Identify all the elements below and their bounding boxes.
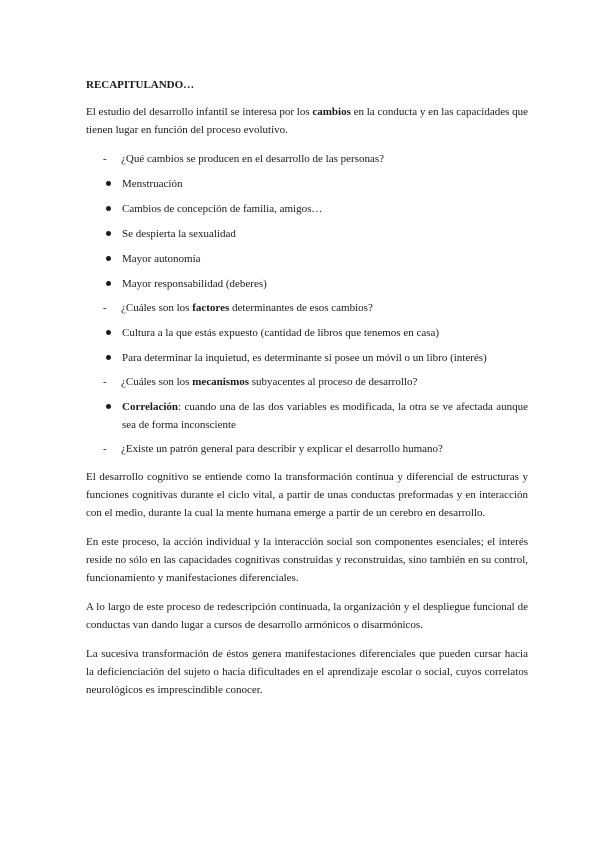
list-item: Mayor responsabilidad (deberes): [86, 275, 528, 293]
intro-paragraph: [86, 103, 528, 139]
dash-marker: -: [103, 153, 107, 165]
paragraph: La sucesiva transformación de éstos genera manifestaciones diferenciales que pueden cursar hacia la deficienciación del sujeto o hacia dificultades en el aprendizaje escolar o social, cuyos correlatos neurológicos es imprescindible conocer.: [86, 648, 528, 696]
paragraph: El desarrollo cognitivo se entiende como la transformación continua y diferencial de estructuras y funciones cognitivas durante el ciclo vital, a partir de unas conductas preformadas y en interacción con el medio, durante la cual la mente humana emerge a partir de un cerebro en desarrollo.: [86, 471, 528, 519]
question-2-list: [86, 324, 528, 367]
list-item: Se despierta la sexualidad: [86, 225, 528, 243]
dash-marker: -: [103, 376, 107, 388]
intro-bold-term: cambios: [312, 106, 351, 118]
list-item: Correlación: cuando una de las dos variables es modificada, la otra se ve afectada aunque sea de forma inconsciente: [86, 398, 528, 434]
bullet-icon: [106, 181, 111, 186]
question-bold-term: mecanismos: [192, 376, 250, 388]
list-item: Para determinar la inquietud, es determinante si posee un móvil o un libro (interés): [86, 349, 528, 367]
paragraph: A lo largo de este proceso de redescripción continuada, la organización y el despliegue funcional de conductas van dando lugar a cursos de desarrollo armónicos o disarmónicos.: [86, 601, 528, 631]
question-text: ¿Existe un patrón general para describir y explicar el desarrollo humano?: [121, 443, 443, 455]
bullet-icon: [106, 231, 111, 236]
paragraph: En este proceso, la acción individual y la interacción social son componentes esenciales; el interés reside no sólo en las capacidades cognitivas construidas y reconstruidas, sino también en su control, funcionamiento y manifestaciones diferenciales.: [86, 536, 528, 584]
dash-marker: -: [103, 443, 107, 455]
section-heading: RECAPITULANDO…: [86, 79, 195, 91]
bullet-icon: [106, 404, 111, 409]
list-item: Mayor autonomía: [86, 250, 528, 268]
bullet-icon: [106, 355, 111, 360]
list-item: Cultura a la que estás expuesto (cantidad de libros que tenemos en casa): [86, 324, 528, 342]
question-2: - ¿Cuáles son los factores determinantes de esos cambios?: [86, 299, 528, 317]
list-item: Menstruación: [86, 175, 528, 193]
question-text: ¿Qué cambios se producen en el desarrollo de las personas?: [121, 153, 384, 165]
question-1-list: [86, 175, 528, 293]
document-body: [86, 76, 528, 710]
question-3-list: [86, 398, 528, 434]
list-bold-term: Correlación: [122, 401, 179, 413]
intro-text: El estudio del desarrollo infantil se interesa por los: [86, 106, 313, 118]
list-item: Cambios de concepción de familia, amigos…: [86, 200, 528, 218]
bullet-icon: [106, 256, 111, 261]
question-3: - ¿Cuáles son los mecanismos subyacentes al proceso de desarrollo?: [86, 373, 528, 391]
question-4: [86, 440, 528, 458]
question-1: [86, 150, 528, 168]
bullet-icon: [106, 281, 111, 286]
bullet-icon: [106, 330, 111, 335]
intro-text-end: en la conducta y en las capacidades que tienen lugar en función del proceso evolutivo.: [86, 106, 528, 136]
bullet-icon: [106, 206, 111, 211]
dash-marker: -: [103, 302, 107, 314]
question-bold-term: factores: [192, 302, 230, 314]
